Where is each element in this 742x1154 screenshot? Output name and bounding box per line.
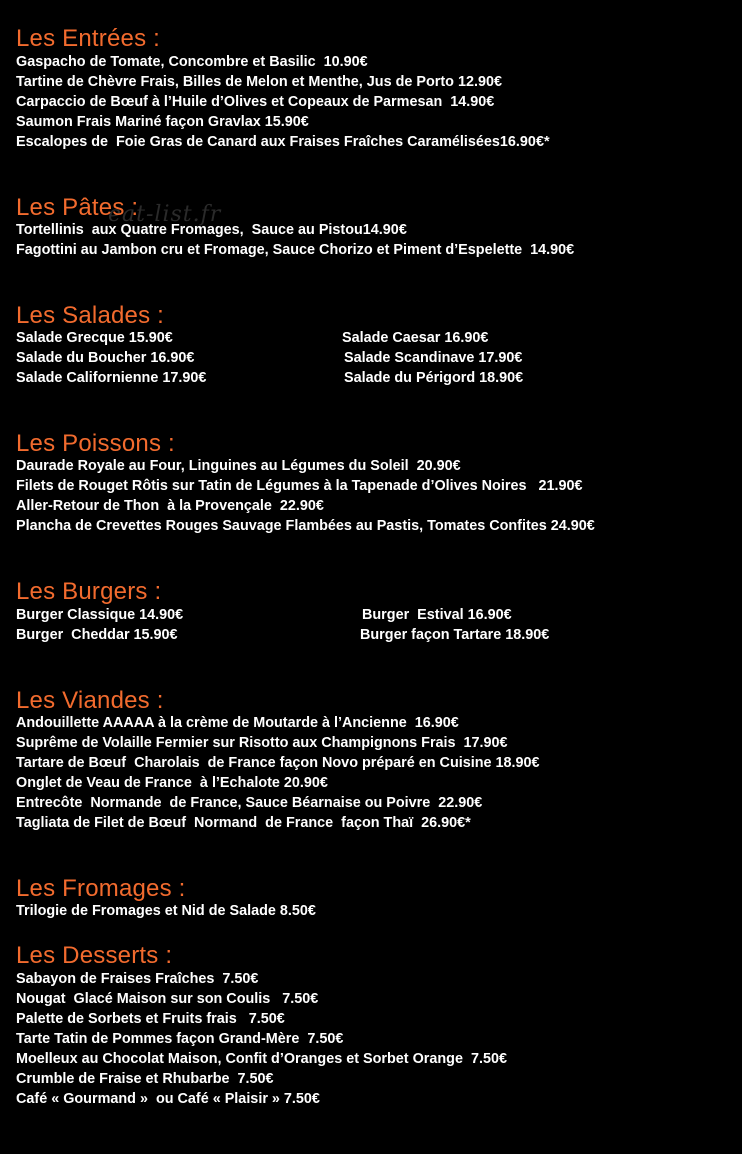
menu-item: Saumon Frais Mariné façon Gravlax 15.90€ (16, 114, 309, 130)
menu-item: Salade du Périgord 18.90€ (344, 370, 524, 386)
menu-item: Salade Scandinave 17.90€ (344, 350, 523, 366)
menu-item: Café « Gourmand » ou Café « Plaisir » 7.50€ (16, 1091, 320, 1107)
section-title-salades: Les Salades : (16, 302, 165, 329)
menu-item: Burger Cheddar 15.90€ (16, 627, 178, 643)
section-title-desserts: Les Desserts : (16, 942, 173, 969)
menu-item: Sabayon de Fraises Fraîches 7.50€ (16, 971, 259, 987)
menu-item: Burger Estival 16.90€ (362, 607, 512, 623)
menu-item: Daurade Royale au Four, Linguines au Légumes du Soleil 20.90€ (16, 458, 461, 474)
menu-item: Moelleux au Chocolat Maison, Confit d’Oranges et Sorbet Orange 7.50€ (16, 1051, 507, 1067)
section-title-burgers: Les Burgers : (16, 578, 162, 605)
menu-item: Tarte Tatin de Pommes façon Grand-Mère 7.50€ (16, 1031, 344, 1047)
menu-item: Nougat Glacé Maison sur son Coulis 7.50€ (16, 991, 319, 1007)
section-title-fromages: Les Fromages : (16, 875, 186, 902)
menu-item: Onglet de Veau de France à l’Echalote 20.90€ (16, 775, 328, 791)
menu-item: Trilogie de Fromages et Nid de Salade 8.50€ (16, 903, 316, 919)
menu-item: Salade Grecque 15.90€ (16, 330, 173, 346)
menu-item: Tagliata de Filet de Bœuf Normand de France façon Thaï 26.90€* (16, 815, 471, 831)
menu-item: Escalopes de Foie Gras de Canard aux Fraises Fraîches Caramélisées16.90€* (16, 134, 550, 150)
menu-item: Salade Californienne 17.90€ (16, 370, 207, 386)
section-title-entrees: Les Entrées : (16, 25, 161, 52)
menu-item: Gaspacho de Tomate, Concombre et Basilic 10.90€ (16, 54, 368, 70)
menu-item: Burger façon Tartare 18.90€ (360, 627, 550, 643)
section-title-poissons: Les Poissons : (16, 430, 175, 457)
menu-item: Salade du Boucher 16.90€ (16, 350, 195, 366)
menu-item: Tartare de Bœuf Charolais de France façon Novo préparé en Cuisine 18.90€ (16, 755, 540, 771)
section-title-viandes: Les Viandes : (16, 687, 164, 714)
watermark: eat-list.fr (108, 202, 222, 227)
menu-item: Fagottini au Jambon cru et Fromage, Sauce Chorizo et Piment d’Espelette 14.90€ (16, 242, 575, 258)
menu-item: Suprême de Volaille Fermier sur Risotto aux Champignons Frais 17.90€ (16, 735, 508, 751)
menu-item: Palette de Sorbets et Fruits frais 7.50€ (16, 1011, 285, 1027)
menu-item: Entrecôte Normande de France, Sauce Béarnaise ou Poivre 22.90€ (16, 795, 483, 811)
menu-item: Filets de Rouget Rôtis sur Tatin de Légumes à la Tapenade d’Olives Noires 21.90€ (16, 478, 583, 494)
menu-item: Tortellinis aux Quatre Fromages, Sauce au Pistou14.90€ (16, 222, 407, 238)
menu-item: Carpaccio de Bœuf à l’Huile d’Olives et Copeaux de Parmesan 14.90€ (16, 94, 495, 110)
section-title-pates: Les Pâtes : (16, 194, 139, 221)
menu-item: Burger Classique 14.90€ (16, 607, 184, 623)
menu-item: Andouillette AAAAA à la crème de Moutarde à l’Ancienne 16.90€ (16, 715, 459, 731)
menu-item: Salade Caesar 16.90€ (342, 330, 489, 346)
menu-item: Plancha de Crevettes Rouges Sauvage Flambées au Pastis, Tomates Confites 24.90€ (16, 518, 595, 534)
menu-item: Tartine de Chèvre Frais, Billes de Melon et Menthe, Jus de Porto 12.90€ (16, 74, 502, 90)
menu-item: Crumble de Fraise et Rhubarbe 7.50€ (16, 1071, 274, 1087)
menu-item: Aller-Retour de Thon à la Provençale 22.90€ (16, 498, 324, 514)
